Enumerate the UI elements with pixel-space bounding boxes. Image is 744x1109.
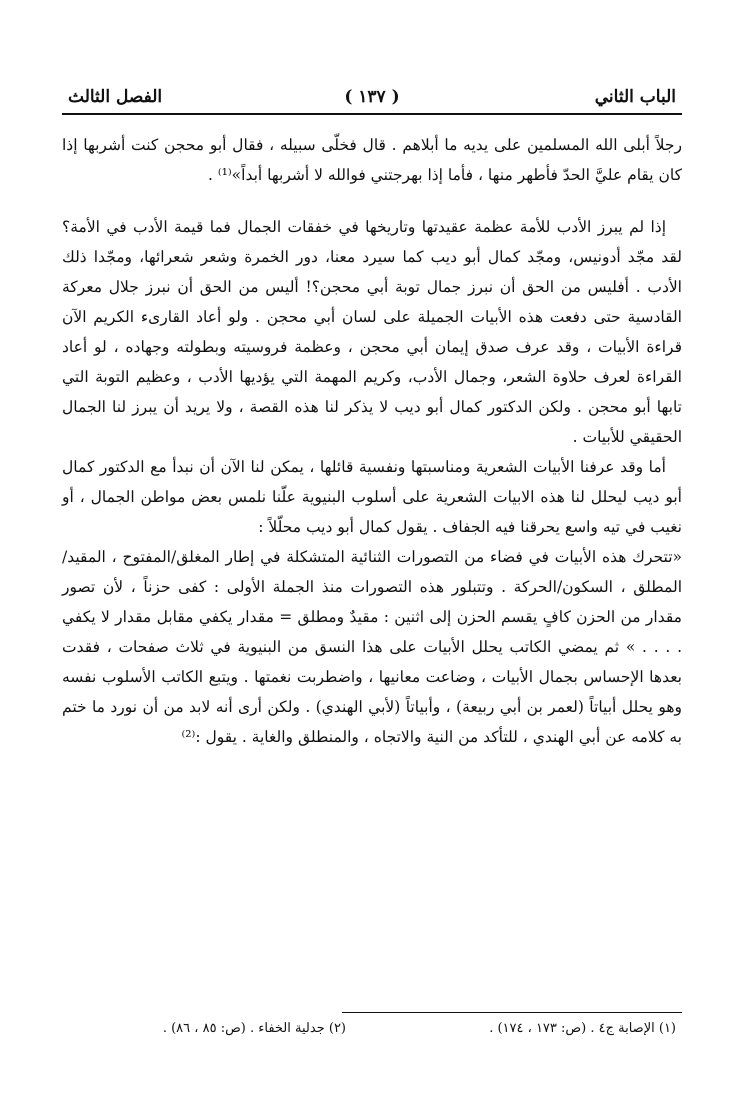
- paragraph-1: رجلاً أبلى الله المسلمين على يديه ما أبلاهم . قال فخلّى سبيله ، فقال أبو محجن كنت أشربها إذا كان يقام عليَّ الحدّ فأطهر منها ، فأما إذا بهرجتني فوالله لا أشربها أبداً»⁽¹⁾ .: [62, 136, 682, 184]
- header-rule: [62, 113, 682, 115]
- section-title: الفصل الثالث: [68, 87, 163, 107]
- body-text: [62, 130, 682, 752]
- footnote-2: (٢) جدلية الخفاء . (ص: ٨٥ ، ٨٦) .: [162, 1021, 346, 1036]
- footnote-rule: [342, 1012, 682, 1013]
- page-number: ( ١٣٧ ): [344, 87, 400, 107]
- chapter-title: الباب الثاني: [594, 87, 676, 107]
- running-header: [62, 82, 682, 116]
- paragraph-4: «تتحرك هذه الأبيات في فضاء من التصورات الثنائية المتشكلة في إطار المغلق/المفتوح ، المقيد/المطلق ، السكون/الحركة . وتتبلور هذه التصورات منذ الجملة الأولى : كفى حزناً ، لأن تصور مقدار من الحزن كافٍ يقسم الحزن إلى اثنين : مقيدٌ ومطلق = مقدار يكفي مقابل مقدار لا يكفي . . . . » ثم يمضي الكاتب يحلل الأبيات على هذا النسق من البنيوية في ثلاث صفحات ، فقدت بعدها الإحساس بجمال الأبيات ، وضاعت معانيها ، واضطربت نغمتها . ويتبع الكاتب الأسلوب نفسه وهو يحلل أبياتاً (لعمر بن أبي ربيعة) ، وأبياتاً (لأبي الهندي) . ولكن أرى أنه لابد من أن نورد ما ختم به كلامه عن أبي الهندي ، للتأكد من النية والاتجاه ، والمنطلق والغاية . يقول :⁽²⁾: [62, 548, 682, 746]
- paragraph-3: أما وقد عرفنا الأبيات الشعرية ومناسبتها ونفسية قائلها ، يمكن لنا الآن أن نبدأ مع الدكتور كمال أبو ديب ليحلل لنا هذه الابيات الشعرية على أسلوب البنيوية علّنا نلمس بعض مواطن الجمال ، أو نغيب في تيه واسع يحرقنا فيه الجفاف . يقول كمال أبو ديب محلّلاً :: [62, 458, 682, 536]
- paragraph-2: إذا لم يبرز الأدب للأمة عظمة عقيدتها وتاريخها في خفقات الجمال فما قيمة الأدب في الأمة؟ لقد مجّد أدونيس، ومجّد كمال أبو ديب كما سيرد معنا، دور الخمرة وشعر شعرائها، ومجّدا ذلك الأدب . أفليس من الحق أن نبرز جمال توبة أبي محجن؟! أليس من الحق أن نبرز جلال معركة القادسية حتى دفعت هذه الأبيات الجميلة على لسان أبي محجن . ولو أعاد القارىء الكريم الآن قراءة الأبيات ، وقد عرف صدق إيمان أبي محجن ، وعظمة فروسيته وبطولته وجهاده ، لو أعاد القراءة لعرف حلاوة الشعر، وجمال الأدب، وكريم المهمة التي يؤديها الأدب ، وعظيم التوبة التي تابها أبو محجن . ولكن الدكتور كمال أبو ديب لا يذكر لنا هذه القصة ، ولا يريد أن يبرز لنا الجمال الحقيقي للأبيات .: [62, 218, 682, 446]
- footnote-1: (١) الإصابة ج٤ . (ص: ١٧٣ ، ١٧٤) .: [489, 1021, 676, 1036]
- footnotes: [62, 1016, 682, 1044]
